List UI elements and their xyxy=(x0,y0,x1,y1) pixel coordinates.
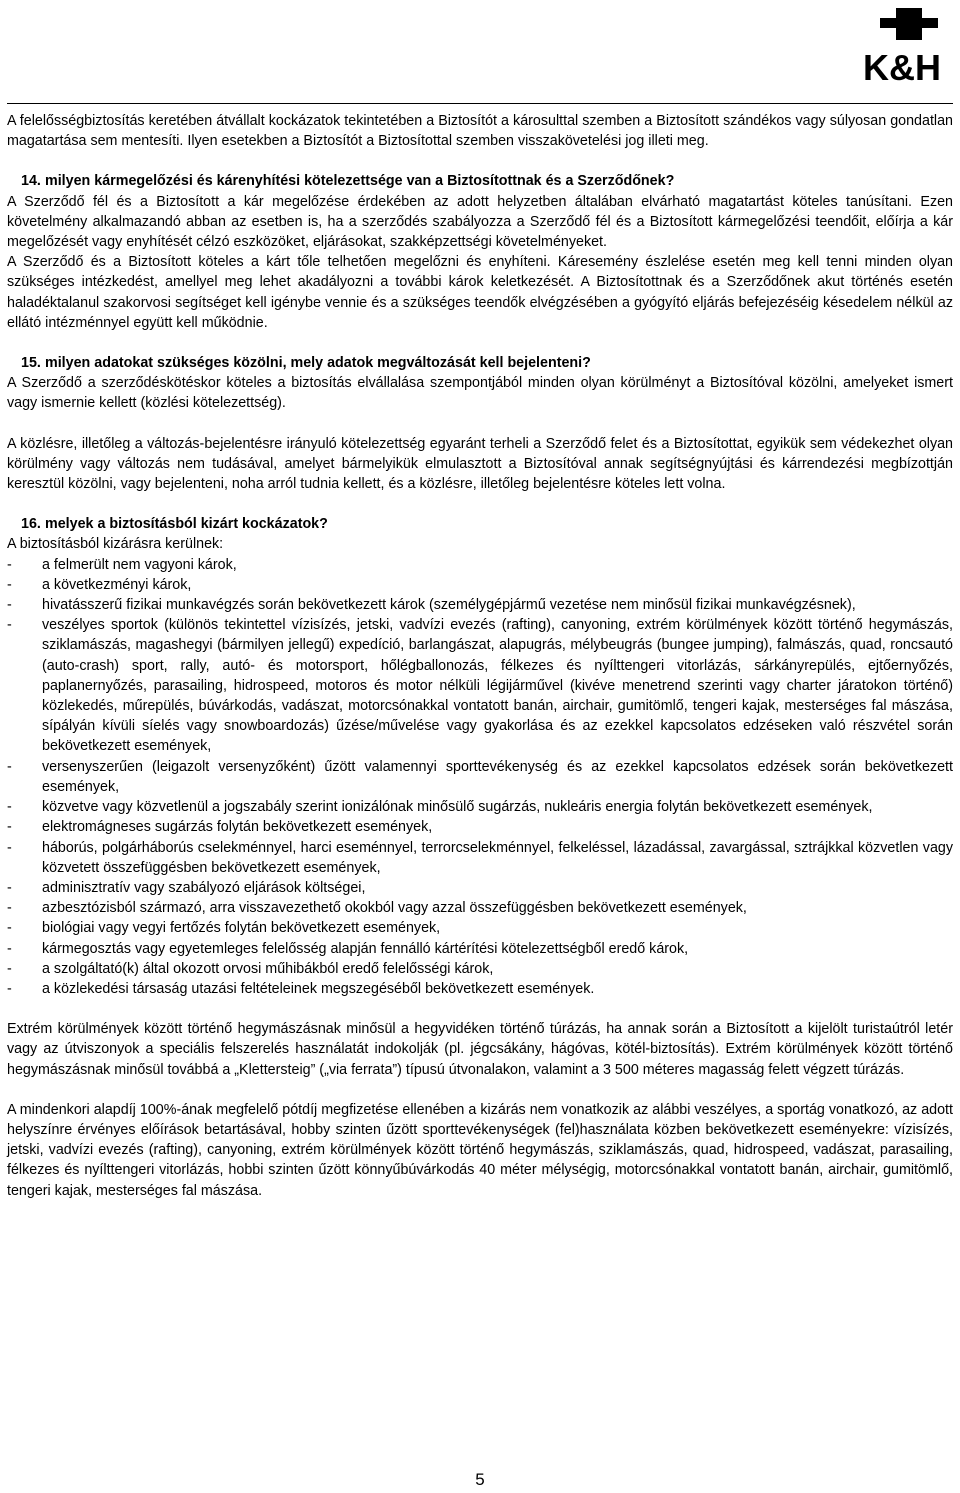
bullet-dash: - xyxy=(7,758,12,775)
bullet-dash: - xyxy=(7,576,12,593)
document-body xyxy=(7,111,953,1201)
list-item-text: a közlekedési társaság utazási feltételeinek megszegéséből bekövetkezett események. xyxy=(42,980,595,997)
list-item xyxy=(7,959,953,979)
list-item xyxy=(7,595,953,615)
list-item-text: biológiai vagy vegyi fertőzés folytán bekövetkezett események, xyxy=(42,920,441,937)
section-15-paragraph-1: A Szerződő a szerződéskötéskor köteles a biztosítás elvállalása szempontjából minden olyan körülményt a Biztosítóval közölni, amelyeket ismert vagy ismernie kellett (közlési kötelezettség). xyxy=(7,375,953,412)
section-16-paragraph-1: Extrém körülmények között történő hegymászásnak minősül a hegyvidéken történő túrázás, ha annak során a Biztosított a kijelölt turistaútról letér vagy az útviszonyok a speciális felszerelés használatát indokolják (pl. jégcsákány, hágóvas, kötél-biztosítás). Extrém körülmények között történő hegymászásnak minősül továbbá a „Klettersteig” („via ferrata”) típusú útvonalakon, valamint a 3 500 méteres magasság felett végzett túrázás. xyxy=(7,1021,953,1078)
list-item xyxy=(7,979,953,999)
list-item xyxy=(7,939,953,959)
list-item xyxy=(7,898,953,918)
bullet-dash: - xyxy=(7,839,12,856)
bullet-dash: - xyxy=(7,920,12,937)
list-item-text: azbesztózisból származó, arra visszavezethető okokból vagy azzal összefüggésben bekövetkezett események, xyxy=(42,900,747,917)
bullet-dash: - xyxy=(7,879,12,896)
list-item-text: a szolgáltató(k) által okozott orvosi műhibákból eredő felelősségi károk, xyxy=(42,960,494,977)
list-item xyxy=(7,575,953,595)
list-item-text: a felmerült nem vagyoni károk, xyxy=(42,556,237,573)
list-item-text: kármegosztás vagy egyetemleges felelősség alapján fennálló kártérítési kötelezettségből eredő károk, xyxy=(42,940,689,957)
bullet-dash: - xyxy=(7,940,12,957)
bullet-dash: - xyxy=(7,617,12,634)
bullet-dash: - xyxy=(7,799,12,816)
bullet-dash: - xyxy=(7,597,12,614)
page-number: 5 xyxy=(475,1470,485,1489)
section-15-paragraph-2: A közlésre, illetőleg a változás-bejelentésre irányuló kötelezettség egyaránt terheli a Szerződő felet és a Biztosítottat, egyikük sem védekezhet olyan körülmény vagy változás nem tudásával, amelyet bármelyikük elmulasztott a Biztosítóval annak segítségnyújtási és kárrendezési megbízottján keresztül közölni, vagy bejelenteni, noha arról tudnia kellett, és a közlésre, illetőleg bejelentésre köteles lett volna. xyxy=(7,435,953,493)
list-item-text: háborús, polgárháborús cselekménnyel, harci eseménnyel, terrorcselekménnyel, felkeléssel, lázadással, zavargással, sztrájkkal közvetlen vagy közvetett összefüggésben bekövetkezett események, xyxy=(42,839,953,876)
list-item xyxy=(7,615,953,756)
bullet-dash: - xyxy=(7,556,12,573)
list-item xyxy=(7,797,953,817)
bullet-dash: - xyxy=(7,980,12,997)
list-item-text: elektromágneses sugárzás folytán bekövetkezett események, xyxy=(42,819,433,836)
header-divider xyxy=(7,103,953,104)
list-item xyxy=(7,555,953,575)
exclusions-list xyxy=(7,555,953,999)
list-item-text: veszélyes sportok (különös tekintettel vízisízés, jetski, vadvízi evezés (rafting), canyoning, extrém körülmények között történő hegymászás, sziklamászás, magashegyi (bármilyen jellegű) expedíció, barlangászat, alapugrás, mélybeugrás (bungee jumping), falmászás, quad, roncsautó (auto-crash) sport, rally, autó- és motorsport, hőlégballonozás, félkezes és nyílttengeri vitorlázás, sárkányrepülés, ejtőernyőzés, paplanernyőzés, parasailing, hidrospeed, motoros és motor nélküli légijárművel (kivéve menetrend szerinti vagy charter járatokon történő) közlekedés, műrepülés, búvárkodás, vadászat, motorcsónakkal vontatott banán, airchair, gumitömlő, tengeri kajak, mesterséges fal mászása, sípályán kívüli síelés vagy snowboardozás) űzése/művelése vagy gyakorlása és az ezekkel kapcsolatos edzéseken való részvétel során bekövetkezett események, xyxy=(42,617,953,755)
section-16-intro: A biztosításból kizárásra kerülnek: xyxy=(7,536,224,553)
section-14-paragraph-1: A Szerződő fél és a Biztosított a kár megelőzése érdekében az adott helyzetben általában elvárható magatartást köteles tanúsítani. Ezen követelmény alkalmazandó abban az esetben is, ha a szerződés szabályozza a Szerződő fél és a Biztosított kármegelőzési teendőit, előírja a kár megelőzését vagy enyhítését célzó eszközöket, eljárásokat, szakképzettségi követelményeket. xyxy=(7,193,953,251)
bullet-dash: - xyxy=(7,900,12,917)
intro-paragraph: A felelősségbiztosítás keretében átvállalt kockázatok tekintetében a Biztosítót a károsulttal szemben a Biztosított szándékos vagy súlyosan gondatlan magatartása sem mentesíti. Ilyen esetekben a Biztosítót a Biztosítottal szemben visszakövetelési jog illeti meg. xyxy=(7,113,953,150)
list-item-text: adminisztratív vagy szabályozó eljárások költségei, xyxy=(42,879,366,896)
list-item-text: közvetve vagy közvetlenül a jogszabály szerint ionizálónak minősülő sugárzás, nukleáris energia folytán bekövetkezett események, xyxy=(42,799,873,816)
section-16-paragraph-2: A mindenkori alapdíj 100%-ának megfelelő pótdíj megfizetése ellenében a kizárás nem vonatkozik az alábbi veszélyes, a sportág vonatkozó, az adott helyszínre érvényes előírások betartásával, hobby szinten űzött sporttevékenységek (fel)használata közben bekövetkezett eseményekre: vízisízés, jetski, vadvízi evezés (rafting), canyoning, extrém körülmények között történő hegymászás, sziklamászás, quad, hidrospeed, vadászat, parasailing, félkezes és nyílttengeri vitorlázás, hobbi szinten űzött könnyűbúvárkodás 40 méter mélységig, motorcsónakkal vontatott banán, airchair, gumitömlő, tengeri kajak, mesterséges fal mászása. xyxy=(7,1101,953,1199)
list-item xyxy=(7,878,953,898)
section-15-heading: 15. milyen adatokat szükséges közölni, mely adatok megváltozását kell bejelenteni? xyxy=(21,355,591,372)
section-14-heading: 14. milyen kármegelőzési és kárenyhítési kötelezettsége van a Biztosítottnak és a Szerződőnek? xyxy=(21,173,675,190)
list-item xyxy=(7,838,953,878)
bullet-dash: - xyxy=(7,819,12,836)
list-item-text: a következményi károk, xyxy=(42,576,192,593)
list-item xyxy=(7,817,953,837)
list-item xyxy=(7,918,953,938)
section-16-heading: 16. melyek a biztosításból kizárt kockázatok? xyxy=(21,516,328,533)
list-item xyxy=(7,757,953,797)
list-item-text: versenyszerűen (leigazolt versenyzőként) űzött valamennyi sporttevékenység és az ezekkel kapcsolatos edzések során bekövetkezett események, xyxy=(42,758,953,795)
logo-text: K&H xyxy=(863,47,941,84)
bullet-dash: - xyxy=(7,960,12,977)
kh-logo xyxy=(848,4,956,84)
list-item-text: hivatásszerű fizikai munkavégzés során bekövetkezett károk (személygépjármű vezetése nem minősül fizikai munkavégzésnek), xyxy=(42,597,856,614)
section-14-paragraph-2: A Szerződő és a Biztosított köteles a kárt tőle telhetően megelőzni és enyhíteni. Káresemény észlelése esetén meg kell tenni minden olyan szükséges intézkedést, amellyel meg lehet akadályozni a további károk keletkezését. A Biztosítottnak és a Szerződőnek akut történés esetén haladéktalanul szakorvosi segítséget kell igénybe vennie és a szükséges teendők elvégzésében a gyógyító eljárás befejezéséig késedelem nélkül az ellátó intézménnyel együtt kell működnie. xyxy=(7,254,953,331)
